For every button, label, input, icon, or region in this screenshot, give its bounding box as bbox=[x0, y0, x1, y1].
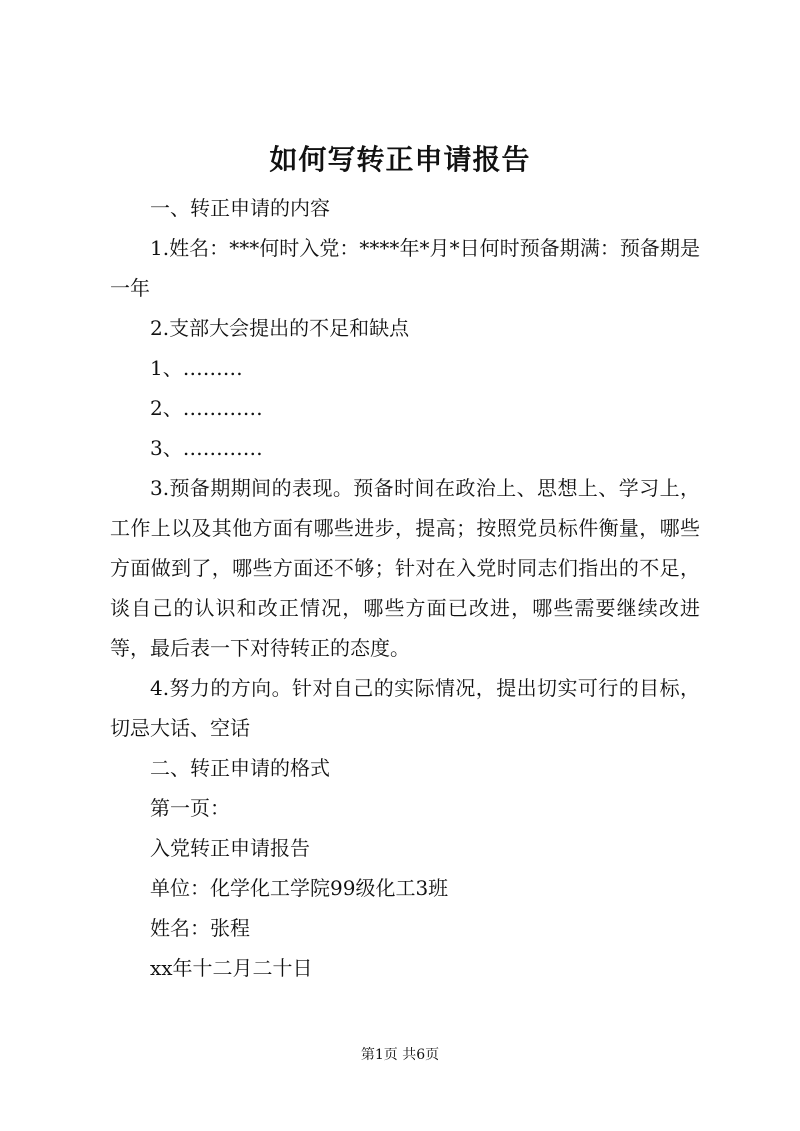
paragraph-direction: 4.努力的方向。针对自己的实际情况，提出切实可行的目标，切忌大话、空话 bbox=[110, 676, 700, 740]
paragraph-unit: 单位：化学化工学院99级化工3班 bbox=[150, 876, 449, 900]
paragraph-shortcomings: 2.支部大会提出的不足和缺点 bbox=[150, 316, 410, 340]
section-heading-format: 二、转正申请的格式 bbox=[150, 756, 330, 780]
paragraph-name-dates: 1.姓名：***何时入党：****年*月*日何时预备期满：预备期是一年 bbox=[110, 236, 700, 300]
section-heading-content: 一、转正申请的内容 bbox=[150, 196, 330, 220]
paragraph-date: xx年十二月二十日 bbox=[150, 956, 313, 980]
list-item-1: 1、……… bbox=[150, 356, 243, 380]
paragraph-performance: 3.预备期期间的表现。预备时间在政治上、思想上、学习上，工作上以及其他方面有哪些进步，提高；按照党员标件衡量，哪些方面做到了，哪些方面还不够；针对在入党时同志们指出的不足，谈自己的认识和改正情况，哪些方面已改进，哪些需要继续改进等，最后表一下对待转正的态度。 bbox=[110, 476, 700, 660]
list-item-2: 2、………… bbox=[150, 396, 263, 420]
paragraph-report-title: 入党转正申请报告 bbox=[150, 836, 310, 860]
document-title: 如何写转正申请报告 bbox=[269, 143, 531, 176]
paragraph-first-page: 第一页： bbox=[150, 796, 230, 820]
page-footer: 第1页 共6页 bbox=[360, 1047, 440, 1063]
paragraph-name: 姓名：张程 bbox=[150, 916, 250, 940]
list-item-3: 3、………… bbox=[150, 436, 263, 460]
document-body bbox=[110, 188, 700, 988]
